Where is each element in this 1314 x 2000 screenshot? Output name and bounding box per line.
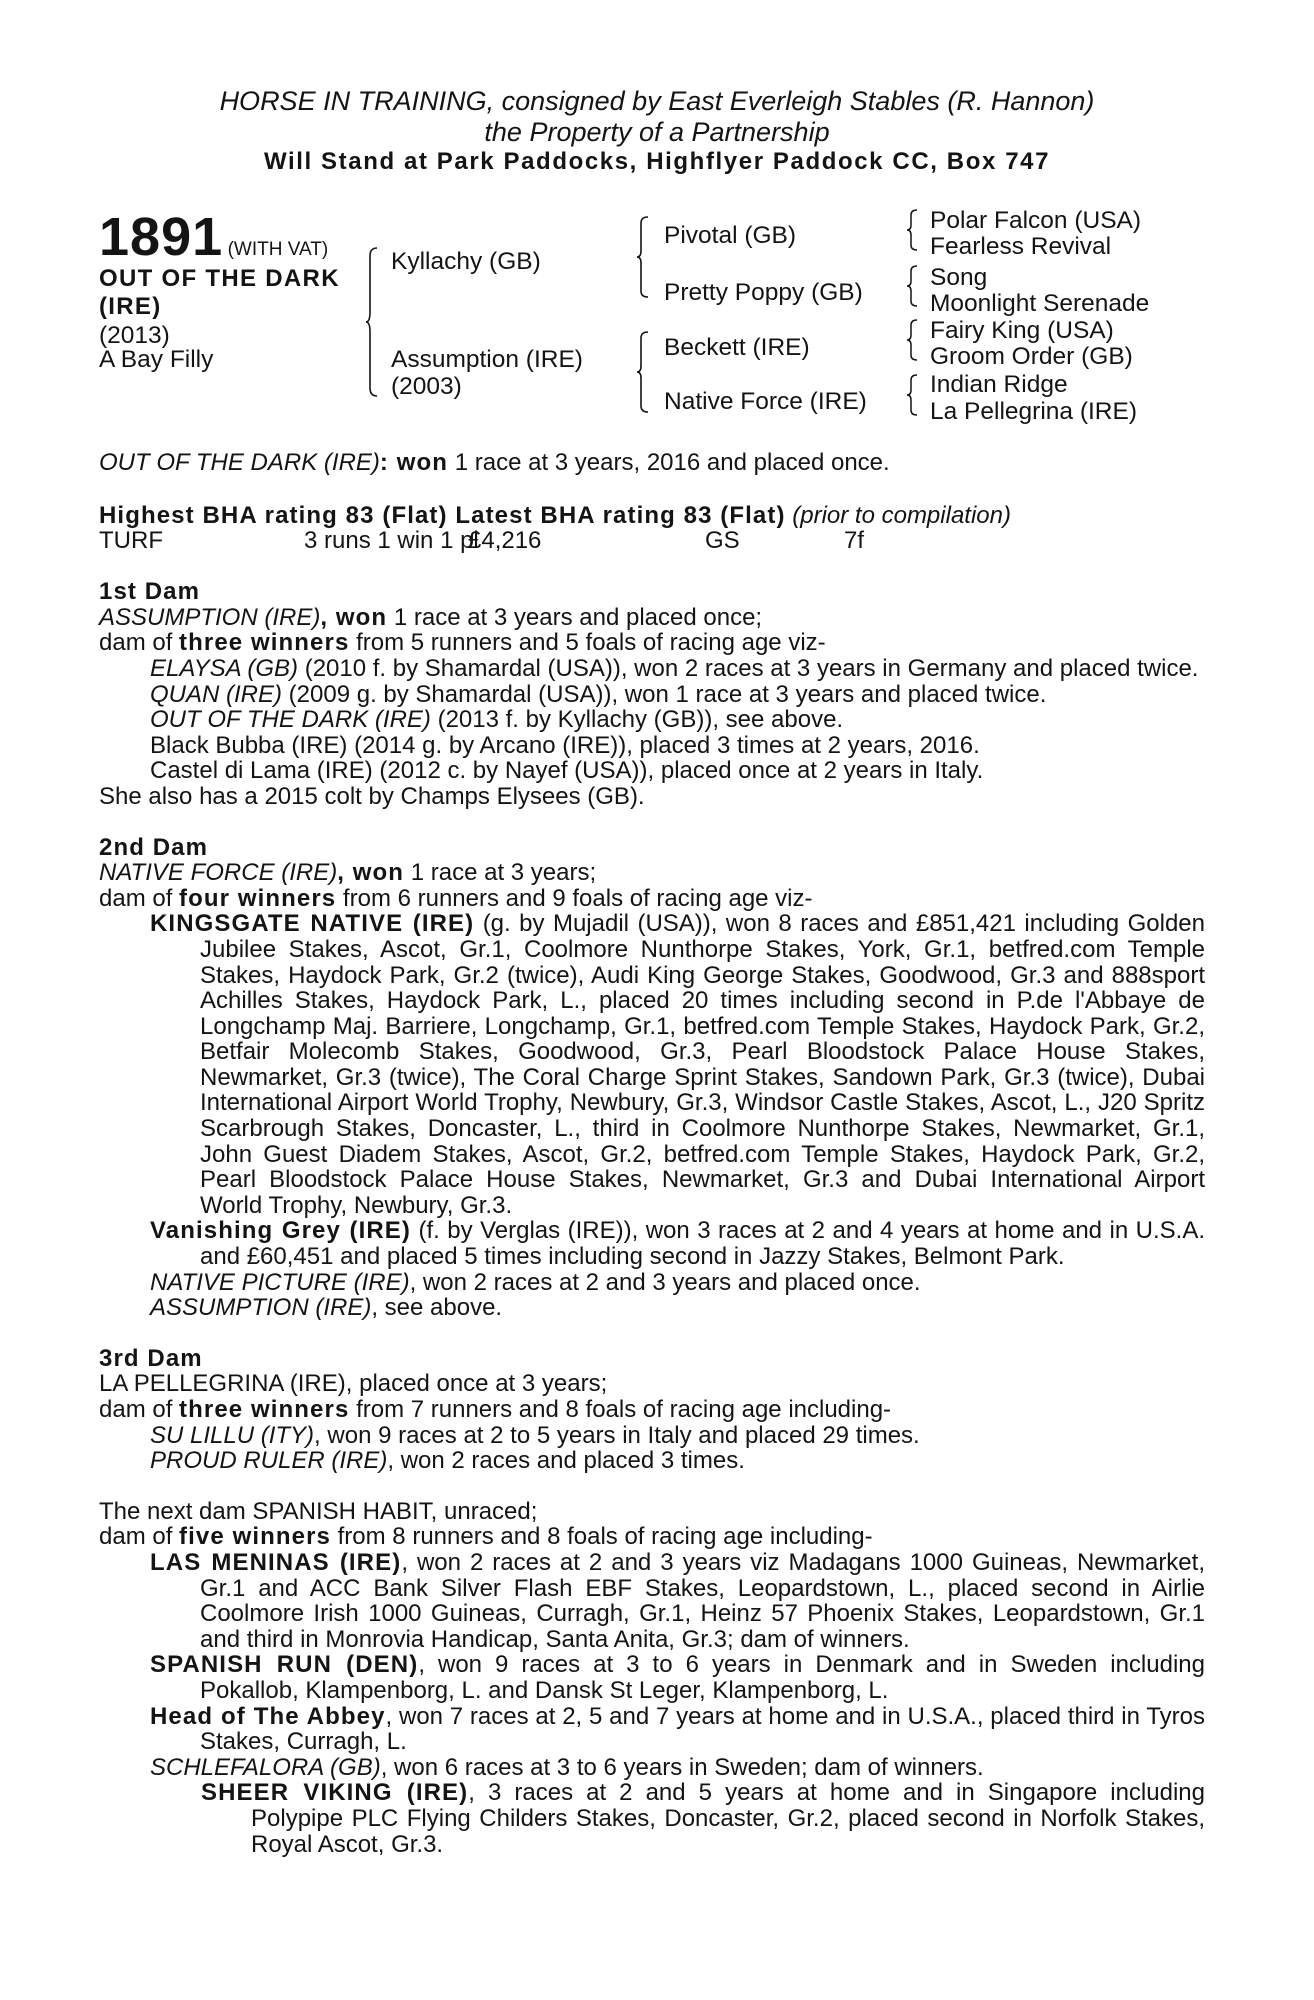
- pedigree-brace-sire: [636, 215, 656, 299]
- produce-entry: Vanishing Grey (IRE) (f. by Verglas (IRE)), won 3 races at 2 and 4 years at home and in U.S.A. and £60,451 and placed 5 times including second in Jazzy Stakes, Belmont Park.: [150, 1217, 1205, 1271]
- ownership-line: the Property of a Partnership: [484, 117, 830, 147]
- produce-entry: Head of The Abbey, won 7 races at 2, 5 and 7 years at home and in U.S.A., placed third in Tyros Stakes, Curragh, L.: [150, 1702, 1205, 1756]
- horse-name-line1: OUT OF THE DARK: [99, 265, 340, 292]
- third-dam-produce-intro: dam of three winners from 7 runners and 8 foals of racing age including-: [99, 1396, 892, 1423]
- pedigree-sire: Kyllachy (GB): [391, 248, 541, 275]
- horse-name-line2: (IRE): [99, 293, 162, 320]
- first-dam-footnote: She also has a 2015 colt by Champs Elysees (GB).: [99, 782, 645, 810]
- pedigree-gen3-4: Moonlight Serenade: [930, 290, 1150, 317]
- pedigree-dam-year: (2003): [391, 373, 462, 400]
- produce-entry: SPANISH RUN (DEN), won 9 races at 3 to 6 years in Denmark and in Sweden including Pokallob, Klampenborg, L. and Dansk St Leger, Klampenborg, L.: [150, 1651, 1205, 1704]
- vat-note: (WITH VAT): [227, 239, 329, 260]
- pedigree-dam-dam: Native Force (IRE): [664, 388, 867, 415]
- stand-location: Will Stand at Park Paddocks, Highflyer Paddock CC, Box 747: [263, 148, 1051, 175]
- pedigree-brace-g3: [906, 318, 922, 362]
- produce-entry: ELAYSA (GB) (2010 f. by Shamardal (USA)), won 2 races at 3 years in Germany and placed twice.: [150, 654, 1199, 682]
- pedigree-gen3-2: Fearless Revival: [930, 233, 1112, 260]
- pedigree-gen3-7: Indian Ridge: [930, 371, 1068, 398]
- foaling-year: (2013): [99, 322, 170, 349]
- second-dam-produce-intro: dam of four winners from 6 runners and 9 foals of racing age viz-: [99, 884, 813, 912]
- pedigree-gen3-8: La Pellegrina (IRE): [930, 398, 1137, 425]
- catalogue-body: [99, 450, 1205, 1857]
- pedigree-gen3-3: Song: [930, 264, 988, 291]
- produce-entry: QUAN (IRE) (2009 g. by Shamardal (USA)), won 1 race at 3 years and placed twice.: [150, 680, 1047, 708]
- next-dam-record: The next dam SPANISH HABIT, unraced;: [99, 1497, 538, 1525]
- horse-description: A Bay Filly: [99, 346, 214, 373]
- produce-entry: KINGSGATE NATIVE (IRE) (g. by Mujadil (USA)), won 8 races and £851,421 including Golden Jubilee Stakes, Ascot, Gr.1, Coolmore Nunthorpe Stakes, York, Gr.1, betfred.com Temple Stakes, Haydock Park, Gr.2 (twice), Audi King George Stakes, Goodwood, Gr.3 and 888sport Achilles Stakes, Haydock Park, L., placed 20 times including second in P.de l'Abbaye de Longchamp Maj. Barriere, Longchamp, Gr.1, betfred.com Temple Stakes, Haydock Park, Gr.2, Betfair Molecomb Stakes, Goodwood, Gr.3, Pearl Bloodstock Palace House Stakes, Newmarket, Gr.3 (twice), The Coral Charge Sprint Stakes, Sandown Park, Gr.3 (twice), Dubai International Airport World Trophy, Newbury, Gr.3, Windsor Castle Stakes, Ascot, L., J20 Spritz Scarbrough Stakes, Doncaster, L., third in Coolmore Nunthorpe Stakes, Newmarket, Gr.1, John Guest Diadem Stakes, Ascot, Gr.2, betfred.com Temple Stakes, Haydock Park, Gr.2, Pearl Bloodstock Palace House Stakes, Newmarket, Gr.3 and Dubai International Airport World Trophy, Newbury, Gr.3.: [150, 910, 1205, 1219]
- lot-number: 1891: [99, 207, 224, 267]
- pedigree-brace-dam: [636, 330, 656, 414]
- first-dam-heading: 1st Dam: [99, 578, 201, 606]
- pedigree-brace-main: [365, 246, 385, 398]
- pedigree-gen3-5: Fairy King (USA): [930, 317, 1114, 344]
- pedigree-brace-g4: [906, 373, 922, 417]
- produce-entry: NATIVE PICTURE (IRE), won 2 races at 2 and 3 years and placed once.: [150, 1268, 921, 1296]
- pedigree-gen3-6: Groom Order (GB): [930, 343, 1133, 370]
- pedigree-brace-g2: [906, 264, 922, 308]
- pedigree-dam: Assumption (IRE): [391, 346, 583, 373]
- next-dam-produce-intro: dam of five winners from 8 runners and 8 foals of racing age including-: [99, 1523, 873, 1551]
- produce-sub-entry: SHEER VIKING (IRE), 3 races at 2 and 5 years at home and in Singapore including Polypipe PLC Flying Childers Stakes, Doncaster, Gr.2, placed second in Norfolk Stakes, Royal Ascot, Gr.3.: [201, 1779, 1205, 1858]
- produce-entry: SU LILLU (ITY), won 9 races at 2 to 5 years in Italy and placed 29 times.: [150, 1421, 920, 1449]
- pedigree-gen3-1: Polar Falcon (USA): [930, 207, 1142, 234]
- second-dam-heading: 2nd Dam: [99, 833, 209, 861]
- turf-record: TURF 3 runs 1 win 1 pl £4,216 GS 7f: [99, 527, 865, 555]
- lot-number-block: [99, 206, 328, 268]
- horse-summary: OUT OF THE DARK (IRE): won 1 race at 3 years, 2016 and placed once.: [99, 449, 890, 476]
- produce-entry: ASSUMPTION (IRE), see above.: [150, 1294, 503, 1322]
- second-dam-record: NATIVE FORCE (IRE), won 1 race at 3 years;: [99, 859, 597, 887]
- produce-entry: Castel di Lama (IRE) (2012 c. by Nayef (USA)), placed once at 2 years in Italy.: [150, 757, 984, 785]
- produce-entry: PROUD RULER (IRE), won 2 races and placed 3 times.: [150, 1447, 745, 1475]
- produce-entry: OUT OF THE DARK (IRE) (2013 f. by Kyllachy (GB)), see above.: [150, 706, 844, 734]
- first-dam-record: ASSUMPTION (IRE), won 1 race at 3 years and placed once;: [99, 603, 763, 631]
- pedigree-brace-g1: [906, 208, 922, 252]
- rating-line: Highest BHA rating 83 (Flat) Latest BHA rating 83 (Flat) (prior to compilation): [99, 501, 1011, 529]
- first-dam-produce-intro: dam of three winners from 5 runners and 5 foals of racing age viz-: [99, 629, 826, 657]
- produce-entry: LAS MENINAS (IRE), won 2 races at 2 and 3 years viz Madagans 1000 Guineas, Newmarket, Gr.1 and ACC Bank Silver Flash EBF Stakes, Leopardstown, L., placed second in Airlie Coolmore Irish 1000 Guineas, Curragh, Gr.1, Heinz 57 Phoenix Stakes, Leopardstown, Gr.1 and third in Monrovia Handicap, Santa Anita, Gr.3; dam of winners.: [150, 1548, 1205, 1653]
- pedigree-sire-sire: Pivotal (GB): [664, 222, 797, 249]
- produce-entry: SCHLEFALORA (GB), won 6 races at 3 to 6 years in Sweden; dam of winners.: [150, 1753, 984, 1781]
- produce-entry: Black Bubba (IRE) (2014 g. by Arcano (IRE)), placed 3 times at 2 years, 2016.: [150, 731, 980, 759]
- consignor-line: HORSE IN TRAINING, consigned by East Everleigh Stables (R. Hannon): [219, 86, 1095, 116]
- third-dam-record: LA PELLEGRINA (IRE), placed once at 3 years;: [99, 1370, 608, 1398]
- pedigree-dam-sire: Beckett (IRE): [664, 334, 810, 361]
- pedigree-sire-dam: Pretty Poppy (GB): [664, 279, 863, 306]
- third-dam-heading: 3rd Dam: [99, 1344, 203, 1372]
